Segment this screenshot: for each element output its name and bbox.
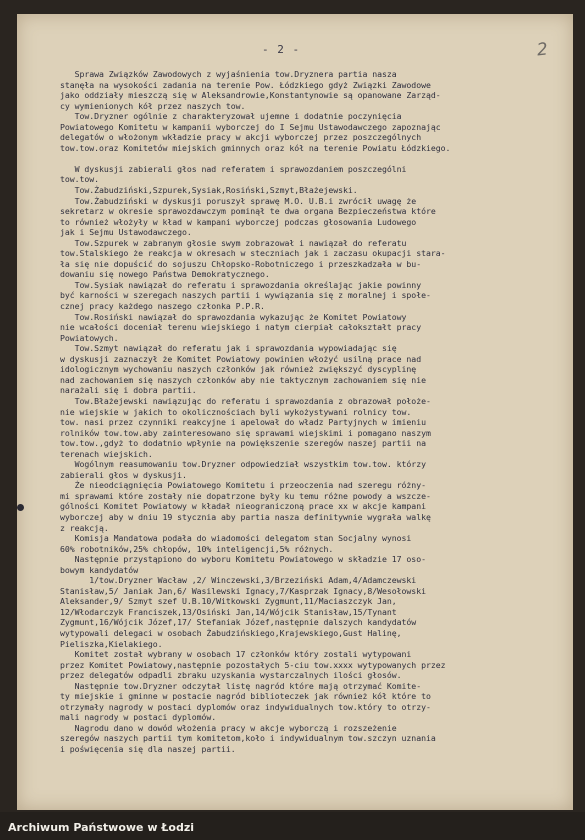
document-text-line: Pieliszka,Kielakiego. xyxy=(60,638,163,649)
document-text-line: nie wiejskie w jakich to okolicznościach byli wykożystywani rolnicy tow. xyxy=(60,406,412,417)
document-text-line: Następnie przystąpiono do wyboru Komitetu Powiatowego w składzie 17 oso- xyxy=(60,554,426,565)
document-text-line: otrzymały nagrody w postaci dyplomów oraz indywidualnych tow.który to otrzy- xyxy=(60,701,431,712)
document-text-line: Wogólnym reasumowaniu tow.Dryzner odpowiedział wszystkim tow.tow. którzy xyxy=(60,459,426,470)
document-text-line: stanęła na wysokości zadania na terenie Pow. Łódzkiego gdyż Związki Zawodowe xyxy=(60,79,431,90)
document-text-line: 60% robotników,25% chłopów, 10% inteligencji,5% różnych. xyxy=(60,543,334,554)
document-page xyxy=(17,14,573,810)
document-text-line: W dyskusji zabierali głos nad referatem i sprawozdaniem poszczególni xyxy=(60,163,407,174)
document-text-line: Tow.Szmyt nawiązał do referatu jak i sprawozdania wypowiadając się xyxy=(60,343,397,354)
document-text-line: Tow.Sysiak nawiązał do referatu i sprawozdania określając jakie powinny xyxy=(60,279,422,290)
document-text-line: bowym kandydatów xyxy=(60,564,139,575)
ink-blot-mark xyxy=(17,504,24,511)
document-text-line: 1/tow.Dryzner Wacław ,2/ Winczewski,3/Brzeziński Adam,4/Adamczewski xyxy=(60,575,417,586)
document-text-line: jako oddziały mieszczą się w Aleksandrowie,Konstantynowie są opanowane Zarząd- xyxy=(60,90,441,101)
archive-footer-bar xyxy=(0,812,585,840)
document-text-line: z reakcją. xyxy=(60,522,109,533)
document-text-line xyxy=(60,153,573,164)
document-text-line: Powiatowych. xyxy=(60,332,119,343)
document-text-line: sekretarz w okresie sprawozdawczym pominął te dwa organa Bezpieczeństwa które xyxy=(60,206,436,217)
document-text-line: nad zachowaniem się naszych członków aby nie taktycznym zachowaniem się nie xyxy=(60,374,426,385)
document-text-line: Sprawa Związków Zawodowych z wyjaśnienia tow.Dryznera partia nasza xyxy=(60,69,397,79)
document-text-line: cy wymienionych kół przez naszych tow. xyxy=(60,100,246,111)
document-text-line: tow.tow.oraz Komitetów miejskich gminnych oraz kół na terenie Powiatu Łódzkiego. xyxy=(60,142,451,153)
document-text-line: mali nagrody w postaci dyplomów. xyxy=(60,712,217,723)
document-text-line: terenach wiejskich. xyxy=(60,448,153,459)
document-text-line: Tow.Szpurek w zabranym głosie swym zobrazował i nawiązał do referatu xyxy=(60,237,407,248)
document-text-line: tow. nasi przez czynniki reakcyjne i apelował do władz Partyjnych w imieniu xyxy=(60,417,426,428)
document-text-line: tow.Stalskiego że reakcja w okresach w steczniach jak i zaczasu okupacji stara- xyxy=(60,248,446,259)
document-text-line: Że nieodciągnięcia Powiatowego Komitetu i przeoczenia nad szeregu różny- xyxy=(60,480,426,491)
pencil-page-mark: 2 xyxy=(535,39,549,61)
document-text-line: Tow.Żabudziński,Szpurek,Sysiak,Rosiński,Szmyt,Błażejewski. xyxy=(60,185,358,196)
document-text-line: Tow.Rosiński nawiązał do sprawozdania wykazując że Komitet Powiatowy xyxy=(60,311,407,322)
document-text-line: gólności Komitet Powiatowy w kładał nieograniczoną prace xx w akcje kampani xyxy=(60,501,426,512)
document-text-line: Zygmunt,16/Wójcik Józef,17/ Stefaniak Józef,następnie dalszych kandydatów xyxy=(60,617,417,628)
document-text-line: przez delegatów odpadli zbraku uzyskania wystarczalnych ilości głosów. xyxy=(60,670,402,681)
document-text-line: i poświęcenia się dla naszej partii. xyxy=(60,744,236,754)
document-text-line: szeregów naszych partii tym komitetom,koło i indywidualnym tow.szczyn uznania xyxy=(60,733,436,744)
page-number: - 2 - xyxy=(262,43,301,56)
document-text-line: przez Komitet Powiatowy,następnie pozostałych 5-ciu tow.xxxx wytypowanych przez xyxy=(60,659,446,670)
document-text-line: Powiatowego Komitetu w kampanii wyborczej do I Sejmu Ustawodawczego zapoznając xyxy=(60,121,441,132)
document-text-line: jak i Sejmu Ustawodawczego. xyxy=(60,227,192,238)
document-text-line: wyborczej aby w dniu 19 stycznia aby partia nasza definitywnie wygrała walkę xyxy=(60,511,431,522)
document-text-line: Następnie tow.Dryzner odczytał listę nagród które mają otrzymać Komite- xyxy=(60,680,422,691)
document-text-line: Tow.Żabudziński w dyskusji poruszył sprawę M.O. U.B.i zwrócił uwagę że xyxy=(60,195,417,206)
document-text-line: Stanisław,5/ Janiak Jan,6/ Wasilewski Ignacy,7/Kasprzak Ignacy,8/Wesołowski xyxy=(60,585,426,596)
document-text-line: 12/Włodarczyk Franciszek,13/Osiński Jan,14/Wójcik Stanisław,15/Tynant xyxy=(60,606,397,617)
document-text-line: Nagrodu dano w dowód włożenia pracy w akcje wyborczą i rozszeżenie xyxy=(60,722,397,733)
document-text-line: idologicznym wychowaniu naszych członków jak również zwiększyć dyscyplinę xyxy=(60,364,417,375)
document-text-line: mi sprawami które zostały nie dopatrzone były ku temu różne powody a wszcze- xyxy=(60,490,431,501)
document-text-line: Tow.Błażejewski nawiązując do referatu i sprawozdania z obrazował położe- xyxy=(60,395,431,406)
document-text-line: to również włożyły w kład w kampani wyborczej podczas głosowania Ludowego xyxy=(60,216,417,227)
document-text-line: zabierali głos w dyskusji. xyxy=(60,469,187,480)
document-text-line: cznej pracy każdego naszego członka P.P.R. xyxy=(60,301,265,312)
document-text-line: narażali się i dobra partii. xyxy=(60,385,197,396)
document-text-line: Tow.Dryzner ogólnie z charakteryzował ujemne i dodatnie poczynięcia xyxy=(60,111,402,122)
document-text-line: wytypowali delegaci w osobach Żabudzińskiego,Krajewskiego,Gust Halinę, xyxy=(60,627,402,638)
document-text-line: delegatów o włożonym wkładzie pracy w akcji wyborczej przez poszczególnych xyxy=(60,132,422,143)
document-text-line: dowaniu się nowego Państwa Demokratycznego. xyxy=(60,269,270,280)
document-text-line: ty miejskie i gminne w postacie nagród biblioteczek jak również kół które to xyxy=(60,691,431,702)
document-body xyxy=(60,69,573,755)
document-text-line: ła się nie dopuścić do sojuszu Chłopsko-Robotniczego i przeszkadzała w bu- xyxy=(60,258,422,269)
document-text-line: tow.tow.,gdyż to dodatnio wpłynie na powiększenie szeregów naszej partii na xyxy=(60,438,426,449)
document-text-line: Aleksander,9/ Szmyt szef U.B.10/Witkowski Zygmunt,11/Maciaszczyk Jan, xyxy=(60,596,397,607)
document-text-line: rolników tow.tow.aby zainteresowano się sprawami wiejskimi i pomagano naszym xyxy=(60,427,431,438)
document-text-line: tow.tow. xyxy=(60,174,100,185)
document-text-line: nie wcałości doceniał terenu wiejskiego i natym cierpiał całokształt pracy xyxy=(60,322,422,333)
archive-name: Archiwum Państwowe w Łodzi xyxy=(8,821,195,834)
document-text-line: być karności w szeregach naszych partii i wywiązania się z moralnej i społe- xyxy=(60,290,431,301)
document-text-line: Komisja Mandatowa podała do wiadomości delegatom stan Socjalny wynosi xyxy=(60,533,412,544)
document-text-line: w dyskusji zaznaczył że Komitet Powiatowy powinien włożyć usilną prace nad xyxy=(60,353,422,364)
document-text-line: Komitet został wybrany w osobach 17 członków który zostali wytypowani xyxy=(60,649,412,660)
